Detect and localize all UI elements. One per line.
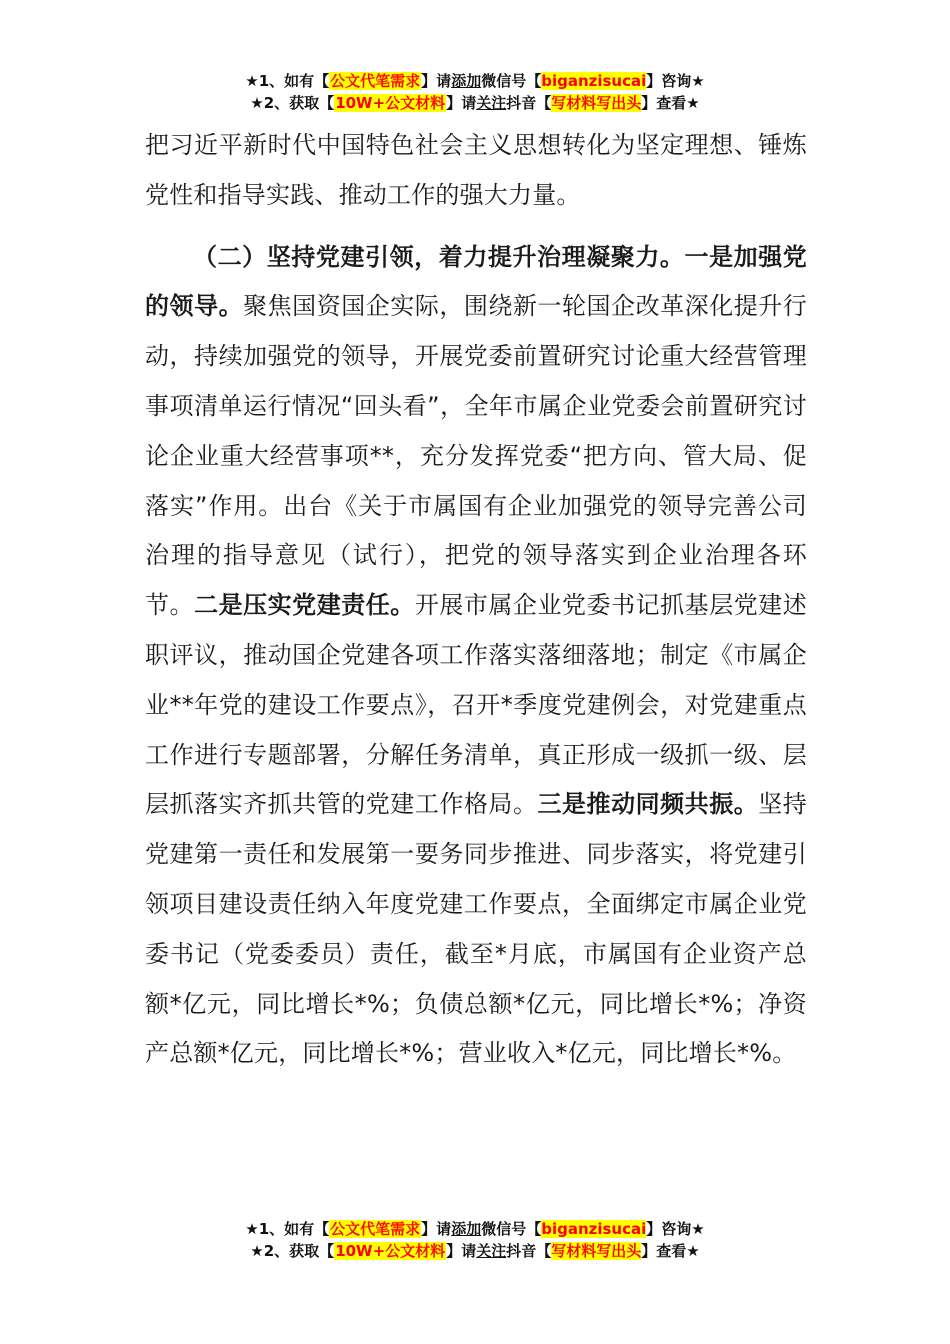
banner-text: ★1、如有【 bbox=[245, 72, 330, 90]
banner-text: 抖音【 bbox=[506, 1242, 552, 1260]
banner-text: ★2、获取【 bbox=[250, 1242, 335, 1260]
banner-text: ★2、获取【 bbox=[250, 94, 335, 112]
banner-text: ★1、如有【 bbox=[245, 1220, 330, 1238]
banner-highlight: 写材料写出头 bbox=[551, 94, 642, 112]
point-3-text: 坚持党建第一责任和发展第一要务同步推进、同步落实，将党建引领项目建设责任纳入年度党建工作要点，全面绑定市属企业党委书记（党委委员）责任，截至*月底，市属国有企业资产总额*亿元，同比增长*%；负债总额*亿元，同比增长*%；净资产总额*亿元，同比增长*%；营业收入*亿元，同比增长*%。 bbox=[145, 790, 807, 1068]
banner-line-2 bbox=[0, 92, 950, 114]
banner-text: 】查看★ bbox=[641, 1242, 700, 1260]
banner-line-1 bbox=[0, 1218, 950, 1240]
banner-text: 】咨询★ bbox=[646, 1220, 705, 1238]
banner-emphasis: 添加 bbox=[451, 1220, 482, 1238]
banner-text: 】请 bbox=[421, 1220, 452, 1238]
banner-text: 】请 bbox=[421, 72, 452, 90]
banner-highlight: 10W+公文材料 bbox=[335, 94, 446, 112]
banner-highlight: 10W+公文材料 bbox=[335, 1242, 446, 1260]
banner-text: 】查看★ bbox=[641, 94, 700, 112]
banner-text: 】请 bbox=[446, 94, 477, 112]
banner-highlight: 公文代笔需求 bbox=[330, 1220, 421, 1238]
banner-text: 微信号【 bbox=[481, 72, 542, 90]
point-2-text: 开展市属企业党委书记抓基层党建述职评议，推动国企党建各项工作落实落细落地；制定《市属企业**年党的建设工作要点》，召开*季度党建例会，对党建重点工作进行专题部署，分解任务清单，真正形成一级抓一级、层层抓落实齐抓共管的党建工作格局。 bbox=[145, 591, 807, 819]
point-2-title: 二是压实党建责任。 bbox=[194, 591, 415, 620]
banner-highlight: biganzisucai bbox=[541, 72, 647, 90]
banner-text: 抖音【 bbox=[506, 94, 552, 112]
banner-emphasis: 关注 bbox=[476, 94, 507, 112]
point-3-title: 三是推动同频共振。 bbox=[537, 790, 759, 819]
banner-line-1 bbox=[0, 70, 950, 92]
header-banner bbox=[0, 70, 950, 114]
section-heading: （二）坚持党建引领，着力提升治理凝聚力。 bbox=[193, 242, 685, 271]
banner-text: 】请 bbox=[446, 1242, 477, 1260]
banner-text: 微信号【 bbox=[481, 1220, 542, 1238]
banner-line-2 bbox=[0, 1240, 950, 1262]
paragraph-1: 把习近平新时代中国特色社会主义思想转化为坚定理想、锤炼党性和指导实践、推动工作的强大力量。 bbox=[145, 131, 807, 209]
banner-highlight: 公文代笔需求 bbox=[330, 72, 421, 90]
footer-banner bbox=[0, 1218, 950, 1262]
banner-emphasis: 关注 bbox=[476, 1242, 507, 1260]
banner-text: 】咨询★ bbox=[646, 72, 705, 90]
banner-emphasis: 添加 bbox=[451, 72, 482, 90]
banner-highlight: biganzisucai bbox=[541, 1220, 647, 1238]
point-1-title: 一是加强党的领导。 bbox=[145, 242, 807, 321]
banner-highlight: 写材料写出头 bbox=[551, 1242, 642, 1260]
document-body bbox=[145, 121, 807, 1079]
paragraph-2 bbox=[145, 233, 807, 1080]
point-1-text: 聚焦国资国企实际，围绕新一轮国企改革深化提升行动，持续加强党的领导，开展党委前置研究讨论重大经营管理事项清单运行情况“回头看”，全年市属企业党委会前置研究讨论企业重大经营事项**，充分发挥党委“把方向、管大局、促落实”作用。出台《关于市属国有企业加强党的领导完善公司治理的指导意见（试行），把党的领导落实到企业治理各环节。 bbox=[145, 292, 807, 620]
